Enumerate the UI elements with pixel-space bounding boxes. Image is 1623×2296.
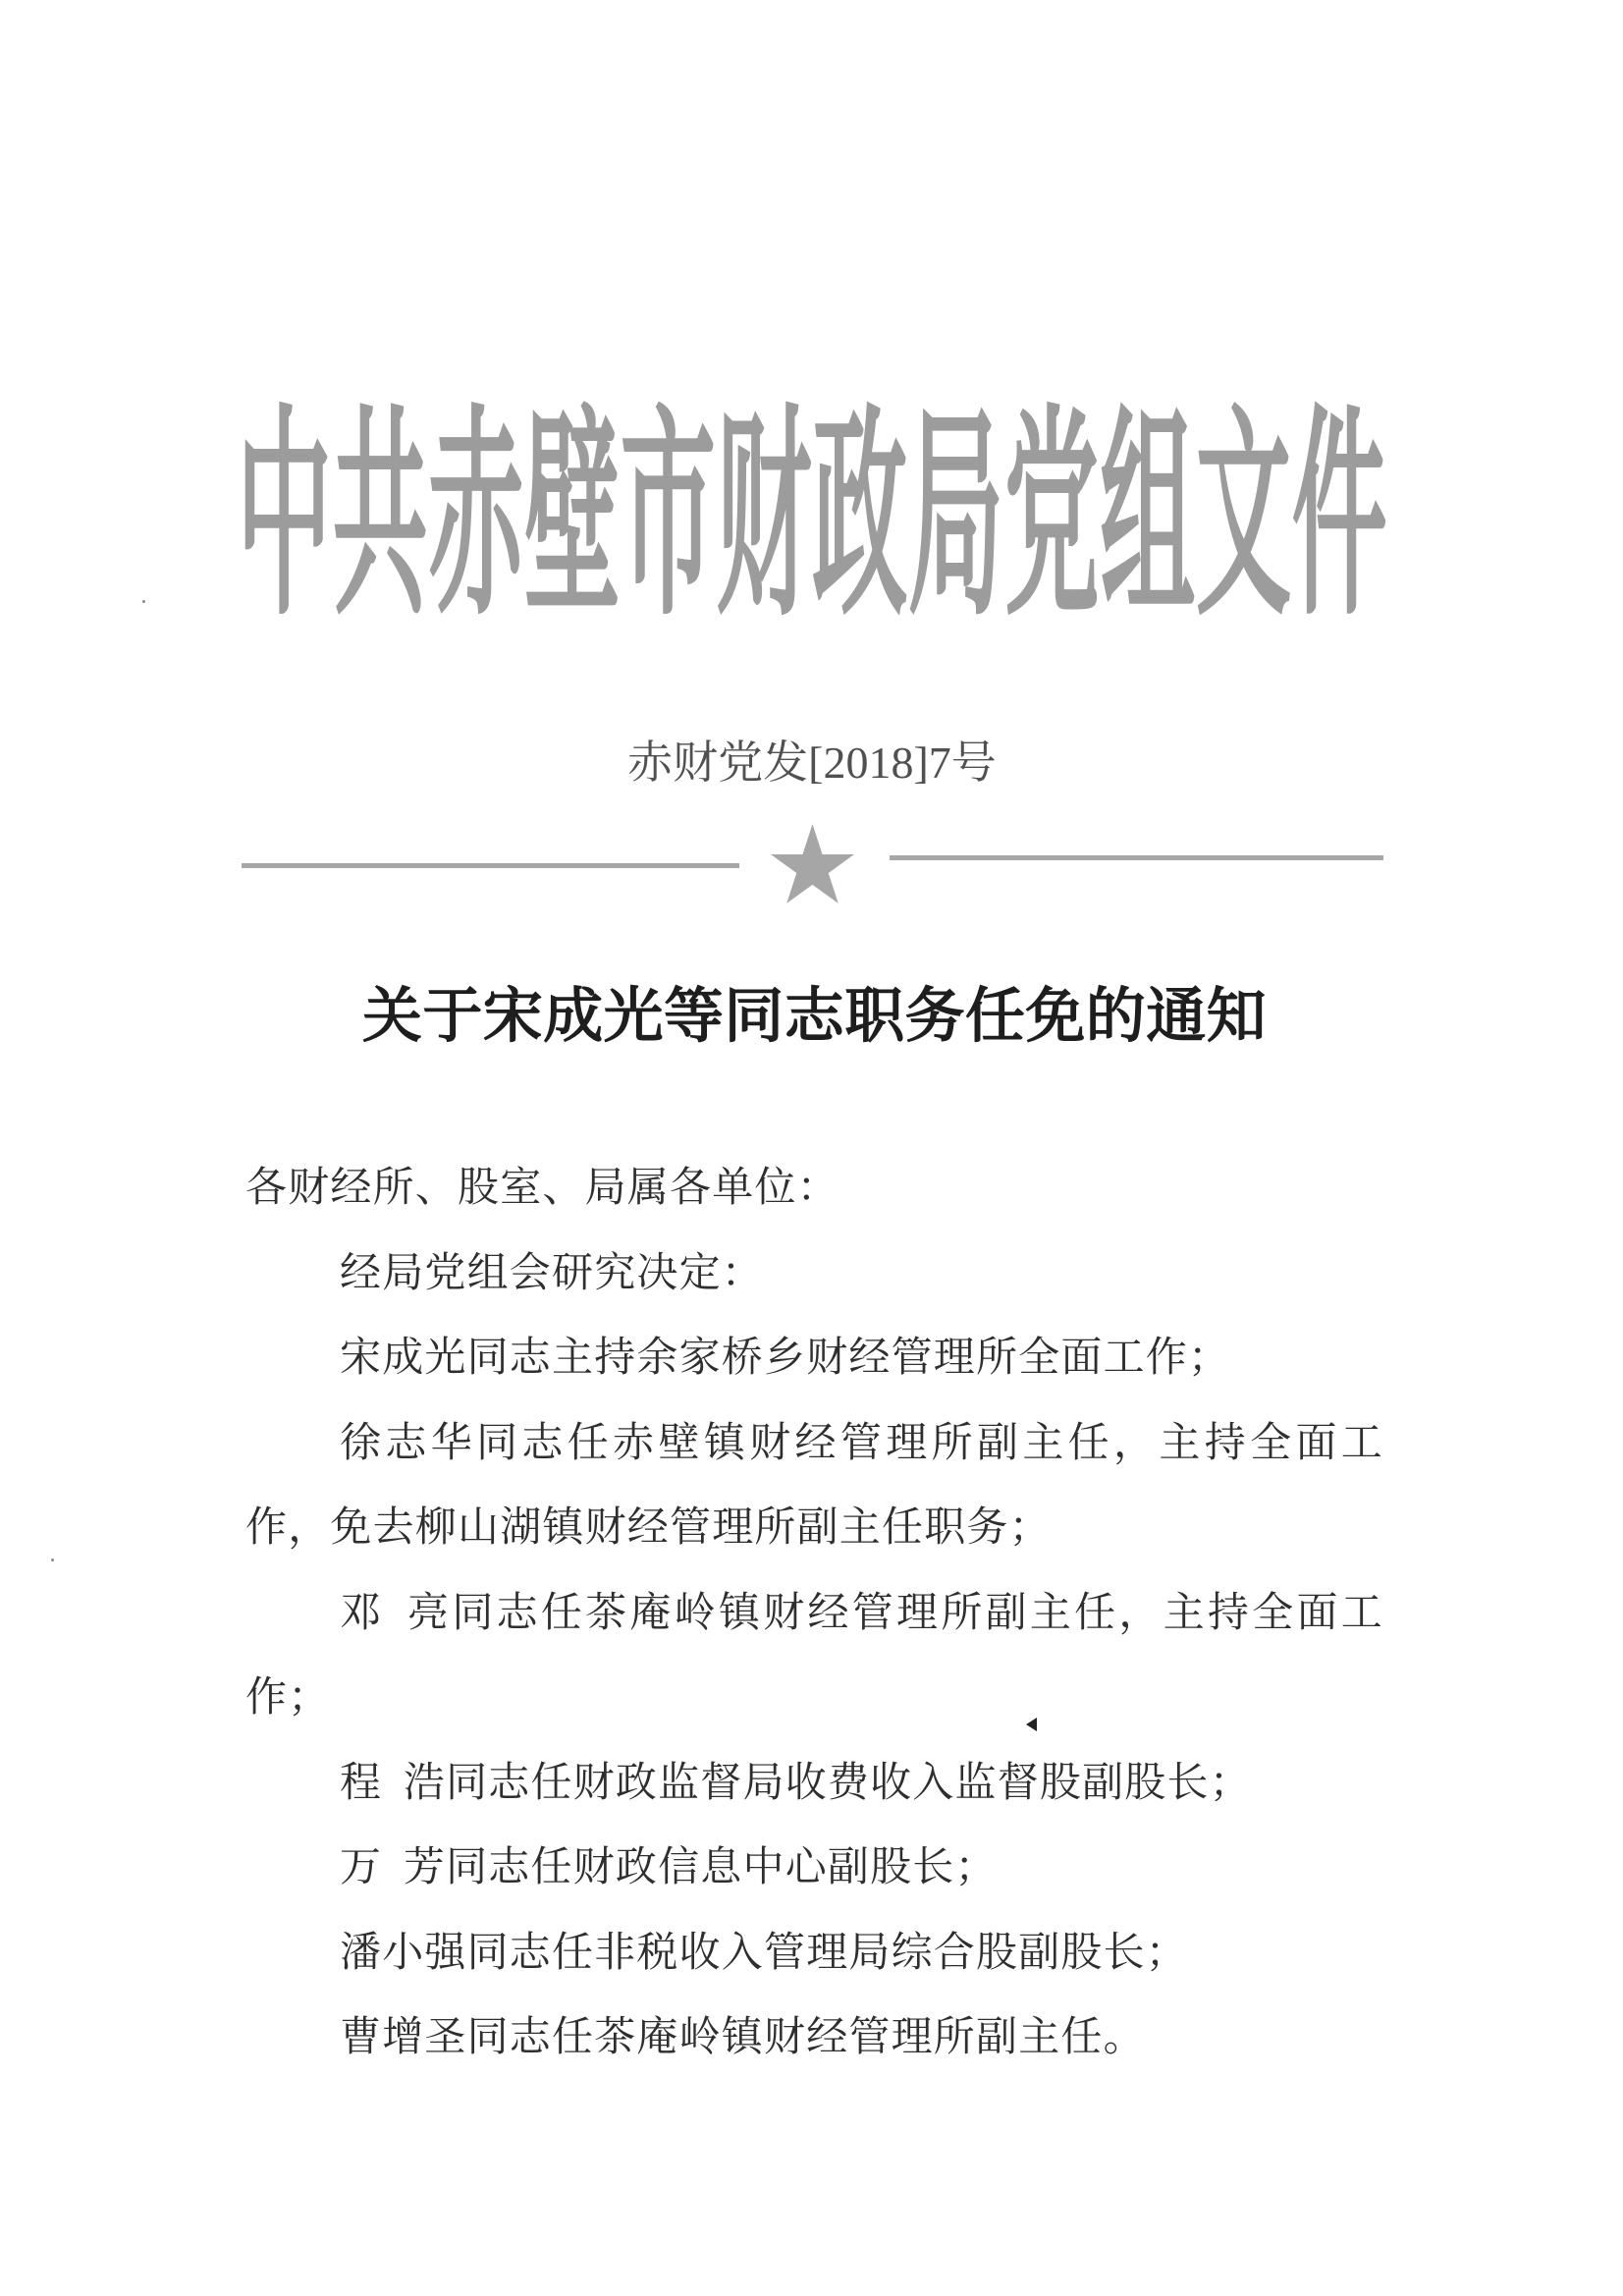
paragraph — [245, 1571, 1383, 1741]
paragraph-line: 曹增圣同志任茶庵岭镇财经管理所副主任。 — [340, 2015, 1146, 2060]
document-number: 赤财党发[2018]7号 — [627, 738, 997, 788]
notice-body — [245, 1146, 1383, 2081]
paragraph — [245, 1995, 1383, 2081]
salutation: 各财经所、股室、局属各单位： — [245, 1166, 839, 1211]
star-icon — [771, 824, 854, 903]
paragraph — [245, 1316, 1383, 1401]
paragraph — [245, 1826, 1383, 1911]
scan-mark — [1026, 1718, 1037, 1731]
document-header-title: 中共赤壁市财政局党组文件 — [237, 389, 1388, 642]
notice-title: 关于宋成光等同志职务任免的通知 — [362, 984, 1268, 1050]
scan-dot — [142, 600, 145, 603]
paragraph — [245, 1741, 1383, 1827]
paragraph-line: 邓 亮同志任茶庵岭镇财经管理所副主任，主持全面工 — [340, 1590, 1383, 1636]
paragraph-line: 万 芳同志任财政信息中心副股长； — [340, 1845, 998, 1890]
paragraph-line: 经局党组会研究决定： — [340, 1250, 765, 1296]
paragraph-line: 程 浩同志任财政监督局收费收入监督股副股长； — [340, 1760, 1252, 1806]
paragraph — [245, 1911, 1383, 1996]
paragraph-line: 作，免去柳山湖镇财经管理所副主任职务； — [245, 1505, 1052, 1551]
paragraph — [245, 1231, 1383, 1317]
paragraph-line: 宋成光同志主持余家桥乡财经管理所全面工作； — [340, 1336, 1231, 1381]
paragraph-line: 潘小强同志任非税收入管理局综合股副股长； — [340, 1930, 1189, 1976]
separator-line-right — [890, 855, 1383, 860]
paragraph-line: 徐志华同志任赤壁镇财经管理所副主任，主持全面工 — [340, 1420, 1383, 1466]
separator-line-left — [242, 863, 739, 868]
scan-dot — [51, 1558, 54, 1561]
paragraph-line: 作； — [245, 1675, 331, 1721]
paragraph — [245, 1401, 1383, 1571]
